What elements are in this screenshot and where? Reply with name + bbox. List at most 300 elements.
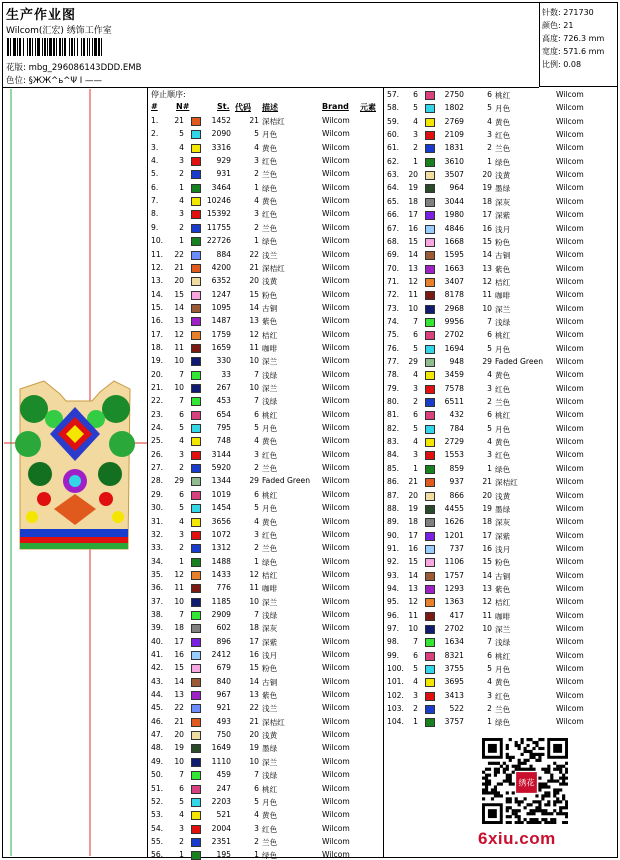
row-number: 7.	[151, 196, 159, 206]
qr-module	[532, 756, 535, 759]
row-brand: Wilcom	[556, 263, 584, 273]
color-swatch	[425, 585, 435, 594]
qr-module	[509, 774, 512, 777]
row-brand: Wilcom	[322, 583, 350, 593]
qr-module	[518, 821, 521, 824]
color-swatch	[191, 344, 201, 353]
row-description: 兰色	[262, 464, 278, 474]
row-stitches: 522	[449, 704, 464, 714]
row-code: 14	[249, 676, 259, 686]
row-code: 15	[482, 557, 492, 567]
row-description: 深灰	[495, 518, 511, 528]
row-number: 98.	[387, 637, 400, 647]
row-brand: Wilcom	[322, 716, 350, 726]
row-number: 47.	[151, 730, 164, 740]
row-needle: 29	[408, 357, 418, 366]
color-swatch	[191, 718, 201, 727]
row-code: 6	[487, 410, 492, 420]
row-needle: 20	[174, 730, 184, 740]
row-code: 13	[482, 583, 492, 593]
design-filename	[6, 61, 141, 73]
row-needle: 21	[174, 262, 184, 272]
qr-module	[526, 803, 529, 806]
qr-module	[559, 788, 562, 791]
preview-divider	[147, 88, 148, 858]
row-needle: 13	[408, 583, 418, 593]
qr-module	[521, 753, 524, 756]
color-swatch	[425, 718, 435, 727]
color-swatch	[425, 305, 435, 314]
table-row	[149, 168, 383, 181]
row-code: 6	[487, 330, 492, 340]
row-stitches: 602	[216, 623, 231, 633]
qr-module	[529, 765, 532, 768]
qr-module	[550, 821, 553, 824]
row-description: 紫色	[495, 264, 511, 274]
table-row	[149, 662, 383, 675]
row-stitches: 921	[216, 703, 231, 713]
color-swatch	[425, 131, 435, 140]
row-stitches: 884	[216, 249, 231, 259]
table-row	[149, 489, 383, 502]
row-needle: 22	[174, 703, 184, 713]
row-needle: 6	[179, 783, 184, 793]
qr-module	[541, 818, 544, 821]
row-code: 1	[487, 717, 492, 727]
qr-module	[521, 738, 524, 741]
row-needle: 22	[174, 249, 184, 259]
color-swatch	[191, 798, 201, 807]
row-number: 4.	[151, 156, 159, 166]
row-number: 101.	[387, 677, 404, 687]
row-number: 38.	[151, 609, 164, 619]
qr-module	[538, 788, 541, 791]
color-swatch	[425, 612, 435, 621]
row-brand: Wilcom	[322, 850, 350, 860]
color-swatch	[425, 478, 435, 487]
row-brand: Wilcom	[322, 783, 350, 793]
qr-module	[526, 750, 529, 753]
table-row	[385, 263, 584, 276]
row-code: 3	[254, 449, 259, 459]
row-stitches: 3755	[444, 664, 464, 674]
row-stitches: 3413	[444, 690, 464, 700]
row-number: 43.	[151, 676, 164, 686]
row-stitches: 937	[449, 477, 464, 487]
qr-module	[500, 765, 503, 768]
barcode-bar	[101, 38, 102, 56]
row-description: 紫色	[262, 317, 278, 327]
color-swatch	[425, 425, 435, 434]
row-stitches: 1759	[211, 329, 231, 339]
qr-module	[515, 768, 518, 771]
row-code: 21	[249, 716, 259, 726]
row-code: 6	[487, 650, 492, 660]
color-swatch	[191, 464, 201, 473]
row-needle: 20	[408, 170, 418, 180]
qr-module	[515, 744, 518, 747]
table-row	[385, 436, 584, 449]
color-swatch	[191, 317, 201, 326]
row-brand: Wilcom	[556, 276, 584, 286]
row-stitches: 795	[216, 423, 231, 433]
barcode-bar	[35, 38, 36, 56]
row-description: 浅兰	[262, 704, 278, 714]
color-swatch	[425, 518, 435, 527]
row-code: 17	[249, 636, 259, 646]
row-needle: 17	[408, 210, 418, 220]
row-brand: Wilcom	[322, 196, 350, 206]
row-brand: Wilcom	[556, 530, 584, 540]
color-swatch	[191, 638, 201, 647]
row-code: 5	[487, 423, 492, 433]
qr-module	[565, 815, 568, 818]
row-needle: 11	[174, 342, 184, 352]
qr-module	[547, 800, 550, 803]
row-needle: 5	[413, 343, 418, 353]
qr-module	[515, 812, 518, 815]
table-row	[149, 569, 383, 582]
row-needle: 21	[174, 116, 184, 125]
qr-module	[506, 747, 509, 750]
row-brand: Wilcom	[556, 717, 584, 727]
color-swatch	[191, 157, 201, 166]
row-number: 60.	[387, 130, 400, 140]
row-brand: Wilcom	[556, 650, 584, 660]
row-brand: Wilcom	[556, 664, 584, 674]
col-header-stitches: St.	[217, 102, 230, 111]
qr-module	[529, 818, 532, 821]
color-swatch	[191, 544, 201, 553]
qr-module	[553, 780, 556, 783]
qr-module	[494, 762, 497, 765]
row-code: 2	[487, 704, 492, 714]
row-stitches: 493	[216, 716, 231, 726]
table-row	[149, 516, 383, 529]
qr-module	[556, 788, 559, 791]
table-row	[149, 529, 383, 542]
row-number: 91.	[387, 543, 400, 553]
row-needle: 3	[413, 130, 418, 140]
row-number: 57.	[387, 90, 400, 99]
qr-module	[524, 762, 527, 765]
row-description: 绿色	[495, 464, 511, 474]
qr-module	[559, 800, 562, 803]
row-number: 56.	[151, 850, 164, 860]
qr-module	[541, 782, 544, 785]
row-stitches: 748	[216, 436, 231, 446]
row-stitches: 2769	[444, 116, 464, 126]
row-brand: Wilcom	[322, 316, 350, 326]
row-description: 浅月	[495, 544, 511, 554]
row-brand: Wilcom	[322, 796, 350, 806]
row-stitches: 4200	[211, 262, 231, 272]
row-description: 桔红	[495, 277, 511, 287]
qr-module	[526, 744, 529, 747]
qr-module	[547, 812, 550, 815]
table-row	[149, 556, 383, 569]
row-number: 20.	[151, 369, 164, 379]
color-swatch	[425, 358, 435, 367]
row-needle: 2	[413, 397, 418, 407]
qr-module	[526, 759, 529, 762]
row-stitches: 3144	[211, 449, 231, 459]
qr-module	[532, 768, 535, 771]
row-number: 25.	[151, 436, 164, 446]
row-code: 2	[254, 169, 259, 179]
row-code: 20	[249, 730, 259, 740]
row-stitches: 6511	[444, 397, 464, 407]
row-number: 44.	[151, 690, 164, 700]
row-description: 深兰	[262, 357, 278, 367]
row-code: 5	[254, 503, 259, 513]
row-needle: 16	[408, 543, 418, 553]
color-swatch	[191, 331, 201, 340]
qr-module	[526, 768, 529, 771]
row-stitches: 679	[216, 663, 231, 673]
row-brand: Wilcom	[556, 223, 584, 233]
table-row	[385, 490, 584, 503]
color-swatch	[425, 665, 435, 674]
row-needle: 14	[174, 302, 184, 312]
barcode-bar	[94, 38, 97, 56]
filename-label: 花版:	[6, 63, 26, 73]
row-stitches: 1802	[444, 103, 464, 113]
row-number: 62.	[387, 156, 400, 166]
row-description: 粉色	[495, 558, 511, 568]
qr-module	[529, 809, 532, 812]
table-row	[385, 690, 584, 703]
row-description: 浅兰	[262, 250, 278, 260]
qr-finder	[488, 744, 497, 753]
row-needle: 13	[408, 263, 418, 273]
row-needle: 1	[413, 156, 418, 166]
qr-module	[544, 791, 547, 794]
color-swatch	[191, 704, 201, 713]
qr-module	[535, 806, 538, 809]
qr-module	[541, 753, 544, 756]
row-brand: Wilcom	[556, 517, 584, 527]
row-brand: Wilcom	[556, 316, 584, 326]
qr-module	[529, 753, 532, 756]
qr-module	[553, 762, 556, 765]
row-number: 104.	[387, 717, 404, 727]
qr-module	[503, 780, 506, 783]
barcode-bar	[27, 38, 28, 56]
color-position-label: 色位:	[6, 76, 26, 86]
row-needle: 12	[174, 569, 184, 579]
row-brand: Wilcom	[556, 597, 584, 607]
row-needle: 5	[179, 503, 184, 513]
row-needle: 6	[413, 330, 418, 340]
qr-module	[556, 800, 559, 803]
row-code: 14	[482, 250, 492, 260]
row-stitches: 1649	[211, 743, 231, 753]
qr-module	[506, 768, 509, 771]
col-header-code: 代码	[235, 103, 251, 112]
row-description: 兰色	[262, 223, 278, 233]
row-code: 21	[249, 116, 259, 125]
qr-module	[482, 788, 485, 791]
qr-module	[535, 759, 538, 762]
color-swatch	[191, 184, 201, 193]
qr-module	[544, 818, 547, 821]
row-description: 红色	[262, 210, 278, 220]
color-swatch	[425, 238, 435, 247]
design-scale: 比例: 0.08	[542, 60, 582, 69]
barcode-bar	[59, 38, 61, 56]
qr-module	[538, 806, 541, 809]
qr-module	[485, 785, 488, 788]
qr-module	[562, 765, 565, 768]
table-row	[149, 756, 383, 769]
row-stitches: 1201	[444, 530, 464, 540]
qr-module	[553, 791, 556, 794]
row-brand: Wilcom	[556, 357, 584, 366]
row-stitches: 459	[216, 770, 231, 780]
table-row	[385, 636, 584, 649]
row-needle: 13	[174, 690, 184, 700]
row-number: 8.	[151, 209, 159, 219]
qr-module	[544, 809, 547, 812]
table-row	[149, 809, 383, 822]
row-description: 月色	[262, 504, 278, 514]
row-description: 月色	[262, 797, 278, 807]
row-number: 19.	[151, 356, 164, 366]
row-needle: 11	[408, 610, 418, 620]
row-stitches: 10246	[206, 196, 231, 206]
row-description: 月色	[495, 104, 511, 114]
row-brand: Wilcom	[556, 397, 584, 407]
qr-module	[556, 768, 559, 771]
row-needle: 10	[174, 356, 184, 366]
row-description: 红色	[495, 691, 511, 701]
row-brand: Wilcom	[556, 543, 584, 553]
table-row	[149, 422, 383, 435]
qr-module	[562, 782, 565, 785]
row-needle: 18	[408, 517, 418, 527]
color-swatch	[425, 318, 435, 327]
color-swatch	[425, 625, 435, 634]
row-number: 96.	[387, 610, 400, 620]
table-row	[385, 329, 584, 342]
qr-module	[509, 777, 512, 780]
barcode-bar	[7, 38, 9, 56]
row-stitches: 2109	[444, 130, 464, 140]
row-needle: 21	[408, 477, 418, 487]
barcode-bar	[77, 38, 78, 56]
qr-module	[518, 759, 521, 762]
table-row	[149, 315, 383, 328]
qr-module	[494, 785, 497, 788]
row-brand: Wilcom	[322, 449, 350, 459]
row-brand: Wilcom	[556, 236, 584, 246]
row-brand: Wilcom	[556, 610, 584, 620]
qr-module	[485, 780, 488, 783]
row-description: 浅绿	[495, 638, 511, 648]
table-row	[149, 382, 383, 395]
row-needle: 14	[408, 250, 418, 260]
row-needle: 4	[179, 196, 184, 206]
row-description: 紫色	[495, 584, 511, 594]
row-stitches: 2729	[444, 437, 464, 447]
row-description: 黄色	[262, 197, 278, 207]
row-number: 54.	[151, 823, 164, 833]
row-brand: Wilcom	[322, 209, 350, 219]
qr-module	[506, 791, 509, 794]
qr-module	[500, 794, 503, 797]
row-description: 桃红	[262, 784, 278, 794]
row-code: 1	[487, 463, 492, 473]
qr-module	[482, 791, 485, 794]
row-number: 72.	[387, 290, 400, 300]
qr-module	[506, 809, 509, 812]
row-number: 75.	[387, 330, 400, 340]
table-row	[385, 129, 584, 142]
row-brand: Wilcom	[322, 663, 350, 673]
color-swatch	[191, 371, 201, 380]
row-brand: Wilcom	[322, 276, 350, 286]
table-row	[385, 423, 584, 436]
row-stitches: 1106	[444, 557, 464, 567]
row-code: 4	[254, 196, 259, 206]
row-stitches: 1293	[444, 583, 464, 593]
color-swatch	[191, 477, 201, 486]
table-row	[385, 663, 584, 676]
color-swatch	[191, 224, 201, 233]
row-stitches: 3757	[444, 717, 464, 727]
row-number: 69.	[387, 250, 400, 260]
row-description: 绿色	[262, 237, 278, 247]
row-number: 32.	[151, 529, 164, 539]
row-brand: Wilcom	[322, 262, 350, 272]
qr-module	[532, 800, 535, 803]
row-code: 1	[254, 556, 259, 566]
qr-module	[485, 777, 488, 780]
row-number: 39.	[151, 623, 164, 633]
qr-module	[526, 812, 529, 815]
row-brand: Wilcom	[322, 569, 350, 579]
qr-module	[485, 791, 488, 794]
qr-module	[524, 797, 527, 800]
row-description: 桃红	[495, 331, 511, 341]
row-number: 51.	[151, 783, 164, 793]
row-description: 浅绿	[262, 771, 278, 781]
color-swatch	[191, 678, 201, 687]
color-swatch	[425, 492, 435, 501]
qr-module	[532, 741, 535, 744]
color-swatch	[191, 651, 201, 660]
row-brand: Wilcom	[556, 103, 584, 113]
row-brand: Wilcom	[322, 596, 350, 606]
row-needle: 10	[174, 596, 184, 606]
qr-module	[512, 791, 515, 794]
row-number: 70.	[387, 263, 400, 273]
qr-module	[538, 747, 541, 750]
row-stitches: 1595	[444, 250, 464, 260]
row-brand: Wilcom	[322, 302, 350, 312]
qr-module	[529, 768, 532, 771]
qr-module	[532, 812, 535, 815]
row-code: 2	[254, 463, 259, 473]
qr-module	[553, 788, 556, 791]
row-number: 14.	[151, 289, 164, 299]
qr-module	[535, 800, 538, 803]
row-stitches: 3610	[444, 156, 464, 166]
qr-module	[524, 818, 527, 821]
qr-module	[529, 738, 532, 741]
qr-module	[547, 794, 550, 797]
